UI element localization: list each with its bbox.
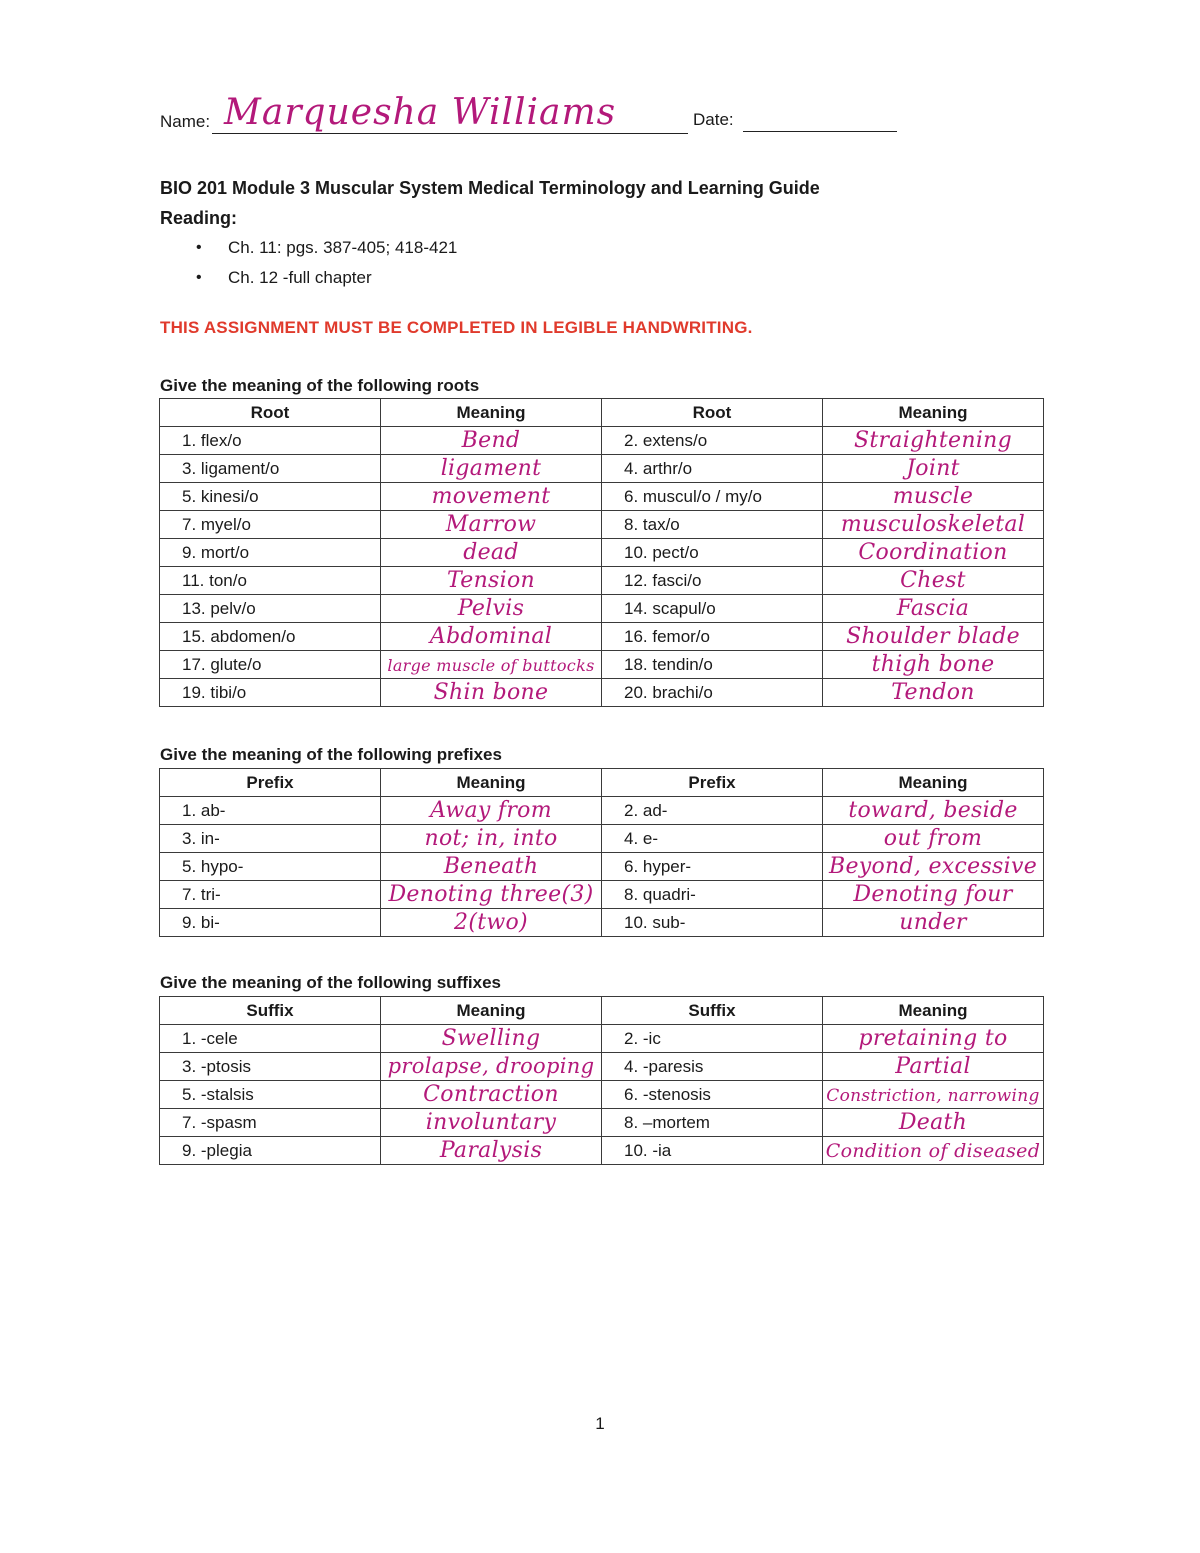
handwritten-meaning: out from — [823, 825, 1044, 853]
handwritten-meaning: Bend — [381, 427, 602, 455]
handwriting-warning: THIS ASSIGNMENT MUST BE COMPLETED IN LEGIBLE HANDWRITING. — [160, 318, 753, 337]
handwritten-meaning: Away from — [381, 797, 602, 825]
table-row — [160, 1081, 1044, 1109]
term-cell: 7. myel/o — [160, 511, 381, 539]
table-row — [160, 623, 1044, 651]
term-cell: 5. hypo- — [160, 853, 381, 881]
handwritten-meaning: Marrow — [381, 511, 602, 539]
column-header: Prefix — [160, 769, 381, 797]
reading-item: • Ch. 11: pgs. 387-405; 418-421 — [196, 236, 457, 266]
column-header: Meaning — [381, 399, 602, 427]
term-cell: 19. tibi/o — [160, 679, 381, 707]
column-header: Meaning — [381, 997, 602, 1025]
table-row — [160, 853, 1044, 881]
handwritten-meaning: thigh bone — [823, 651, 1044, 679]
column-header: Suffix — [602, 997, 823, 1025]
handwritten-meaning: muscle — [823, 483, 1044, 511]
handwritten-meaning: pretaining to — [823, 1025, 1044, 1053]
name-underline — [212, 133, 688, 134]
table-header-row — [160, 769, 1044, 797]
table-row — [160, 595, 1044, 623]
name-label: Name: — [160, 112, 211, 131]
table-row — [160, 427, 1044, 455]
handwritten-meaning: Shin bone — [381, 679, 602, 707]
page-number: 1 — [595, 1414, 605, 1433]
term-cell: 5. kinesi/o — [160, 483, 381, 511]
handwritten-meaning: Denoting three(3) — [381, 881, 602, 909]
term-cell: 12. fasci/o — [602, 567, 823, 595]
table-row — [160, 679, 1044, 707]
suffixes-heading: Give the meaning of the following suffixes — [160, 973, 501, 992]
table-row — [160, 455, 1044, 483]
term-cell: 6. muscul/o / my/o — [602, 483, 823, 511]
column-header: Root — [160, 399, 381, 427]
term-cell: 5. -stalsis — [160, 1081, 381, 1109]
handwritten-meaning: Abdominal — [381, 623, 602, 651]
term-cell: 9. -plegia — [160, 1137, 381, 1165]
reading-item: • Ch. 12 -full chapter — [196, 266, 457, 296]
term-cell: 8. tax/o — [602, 511, 823, 539]
table-row — [160, 1137, 1044, 1165]
reading-label: Reading: — [160, 208, 238, 228]
handwritten-meaning: Beyond, excessive — [823, 853, 1044, 881]
handwritten-meaning: movement — [381, 483, 602, 511]
table-row — [160, 1025, 1044, 1053]
term-cell: 9. mort/o — [160, 539, 381, 567]
term-cell: 2. ad- — [602, 797, 823, 825]
term-cell: 11. ton/o — [160, 567, 381, 595]
term-cell: 15. abdomen/o — [160, 623, 381, 651]
handwritten-meaning: Straightening — [823, 427, 1044, 455]
term-cell: 8. quadri- — [602, 881, 823, 909]
term-cell: 10. pect/o — [602, 539, 823, 567]
handwritten-meaning: Condition of diseased — [823, 1137, 1044, 1165]
handwritten-meaning: Death — [823, 1109, 1044, 1137]
name-date-row — [160, 92, 920, 142]
term-cell: 16. femor/o — [602, 623, 823, 651]
term-cell: 4. -paresis — [602, 1053, 823, 1081]
table-row — [160, 651, 1044, 679]
date-underline — [743, 131, 897, 132]
prefixes-heading: Give the meaning of the following prefixes — [160, 745, 502, 764]
term-cell: 17. glute/o — [160, 651, 381, 679]
column-header: Meaning — [823, 997, 1044, 1025]
handwritten-meaning: Denoting four — [823, 881, 1044, 909]
term-cell: 13. pelv/o — [160, 595, 381, 623]
term-cell: 18. tendin/o — [602, 651, 823, 679]
date-label: Date: — [693, 110, 734, 129]
term-cell: 1. -cele — [160, 1025, 381, 1053]
handwritten-meaning: dead — [381, 539, 602, 567]
term-cell: 4. e- — [602, 825, 823, 853]
handwritten-meaning: involuntary — [381, 1109, 602, 1137]
term-cell: 6. -stenosis — [602, 1081, 823, 1109]
handwritten-meaning: Tendon — [823, 679, 1044, 707]
handwritten-meaning: musculoskeletal — [823, 511, 1044, 539]
table-row — [160, 881, 1044, 909]
term-cell: 2. -ic — [602, 1025, 823, 1053]
term-cell: 7. -spasm — [160, 1109, 381, 1137]
course-title: BIO 201 Module 3 Muscular System Medical Terminology and Learning Guide — [160, 178, 820, 198]
student-name-handwritten: Marquesha Williams — [224, 92, 617, 133]
handwritten-meaning: Chest — [823, 567, 1044, 595]
handwritten-meaning: Shoulder blade — [823, 623, 1044, 651]
reading-list — [196, 236, 457, 296]
term-cell: 3. in- — [160, 825, 381, 853]
column-header: Meaning — [823, 769, 1044, 797]
table-header-row — [160, 997, 1044, 1025]
handwritten-meaning: Fascia — [823, 595, 1044, 623]
term-cell: 10. sub- — [602, 909, 823, 937]
table-row — [160, 1053, 1044, 1081]
table-row — [160, 539, 1044, 567]
table-row — [160, 567, 1044, 595]
term-cell: 7. tri- — [160, 881, 381, 909]
handwritten-meaning: Coordination — [823, 539, 1044, 567]
handwritten-meaning: 2(two) — [381, 909, 602, 937]
table-row — [160, 825, 1044, 853]
term-cell: 14. scapul/o — [602, 595, 823, 623]
term-cell: 1. ab- — [160, 797, 381, 825]
handwritten-meaning: Swelling — [381, 1025, 602, 1053]
column-header: Prefix — [602, 769, 823, 797]
table-row — [160, 483, 1044, 511]
handwritten-meaning: Joint — [823, 455, 1044, 483]
column-header: Root — [602, 399, 823, 427]
table-row — [160, 797, 1044, 825]
term-cell: 3. -ptosis — [160, 1053, 381, 1081]
handwritten-meaning: Pelvis — [381, 595, 602, 623]
handwritten-meaning: not; in, into — [381, 825, 602, 853]
term-cell: 10. -ia — [602, 1137, 823, 1165]
handwritten-meaning: Tension — [381, 567, 602, 595]
roots-table — [159, 398, 1044, 707]
handwritten-meaning: Constriction, narrowing — [823, 1081, 1044, 1109]
term-cell: 6. hyper- — [602, 853, 823, 881]
table-row — [160, 511, 1044, 539]
handwritten-meaning: prolapse, drooping — [381, 1053, 602, 1081]
handwritten-meaning: under — [823, 909, 1044, 937]
suffixes-table — [159, 996, 1044, 1165]
handwritten-meaning: Contraction — [381, 1081, 602, 1109]
handwritten-meaning: Beneath — [381, 853, 602, 881]
roots-heading: Give the meaning of the following roots — [160, 376, 480, 395]
handwritten-meaning: Partial — [823, 1053, 1044, 1081]
handwritten-meaning: Paralysis — [381, 1137, 602, 1165]
column-header: Suffix — [160, 997, 381, 1025]
table-row — [160, 1109, 1044, 1137]
prefixes-table — [159, 768, 1044, 937]
term-cell: 2. extens/o — [602, 427, 823, 455]
term-cell: 8. –mortem — [602, 1109, 823, 1137]
column-header: Meaning — [823, 399, 1044, 427]
handwritten-meaning: toward, beside — [823, 797, 1044, 825]
term-cell: 3. ligament/o — [160, 455, 381, 483]
handwritten-meaning: ligament — [381, 455, 602, 483]
column-header: Meaning — [381, 769, 602, 797]
handwritten-meaning: large muscle of buttocks — [381, 651, 602, 679]
term-cell: 9. bi- — [160, 909, 381, 937]
table-header-row — [160, 399, 1044, 427]
term-cell: 1. flex/o — [160, 427, 381, 455]
table-row — [160, 909, 1044, 937]
term-cell: 20. brachi/o — [602, 679, 823, 707]
term-cell: 4. arthr/o — [602, 455, 823, 483]
